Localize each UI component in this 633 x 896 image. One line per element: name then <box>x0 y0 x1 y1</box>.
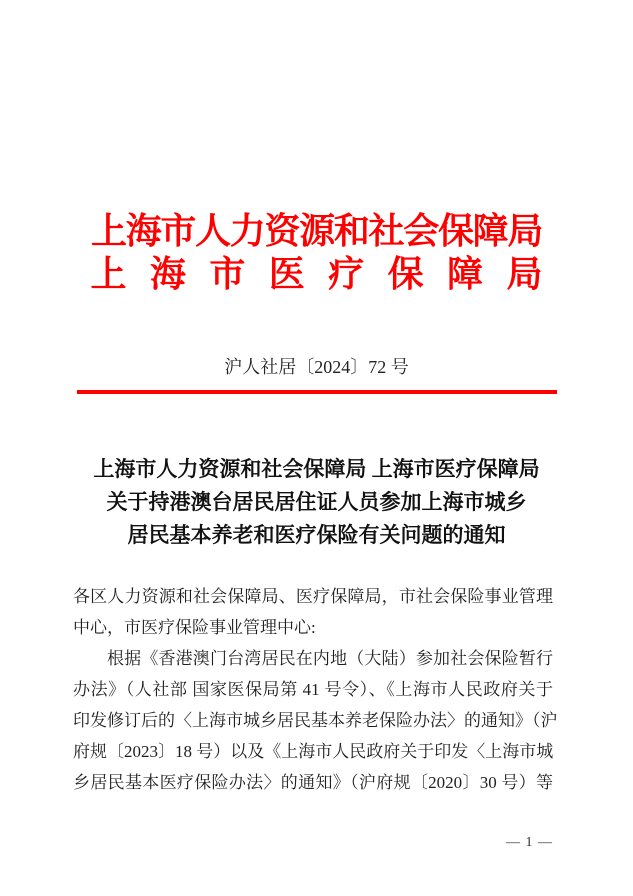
letterhead <box>91 0 543 296</box>
body-line-paragraph-3: 印发修订后的〈上海市城乡居民基本养老保险办法〉的通知》（沪 <box>73 711 558 730</box>
body-line-salutation-1: 各区人力资源和社会保障局、医疗保障局，市社会保险事业管理 <box>73 587 553 606</box>
page-number: — 1 — <box>506 835 553 850</box>
body-line-salutation-2: 中心，市医疗保险事业管理中心: <box>73 618 316 637</box>
title-line-2: 关于持港澳台居民居住证人员参加上海市城乡 <box>106 490 527 514</box>
red-divider-rule <box>77 390 557 394</box>
doc-number: 沪人社居〔2024〕72 号 <box>224 357 409 377</box>
letterhead-line1: 上海市人力资源和社会保障局 <box>90 211 543 251</box>
title-line-1: 上海市人力资源和社会保障局 上海市医疗保障局 <box>93 457 540 481</box>
body-line-paragraph-5: 乡居民基本医疗保险办法〉的通知》（沪府规〔2020〕30 号）等 <box>73 773 553 792</box>
body-line-paragraph-1: 根据《香港澳门台湾居民在内地（大陆）参加社会保险暂行 <box>107 649 553 668</box>
letterhead-line2: 上海市医疗保障局 <box>90 254 543 294</box>
title-line-3: 居民基本养老和医疗保险有关问题的通知 <box>127 523 506 547</box>
body-line-paragraph-4: 府规〔2023〕18 号）以及《上海市人民政府关于印发〈上海市城 <box>73 742 554 761</box>
body-line-paragraph-2: 办法》（人社部 国家医保局第 41 号令）、《上海市人民政府关于 <box>73 680 553 699</box>
document-body <box>73 581 558 798</box>
document-title <box>0 453 633 552</box>
